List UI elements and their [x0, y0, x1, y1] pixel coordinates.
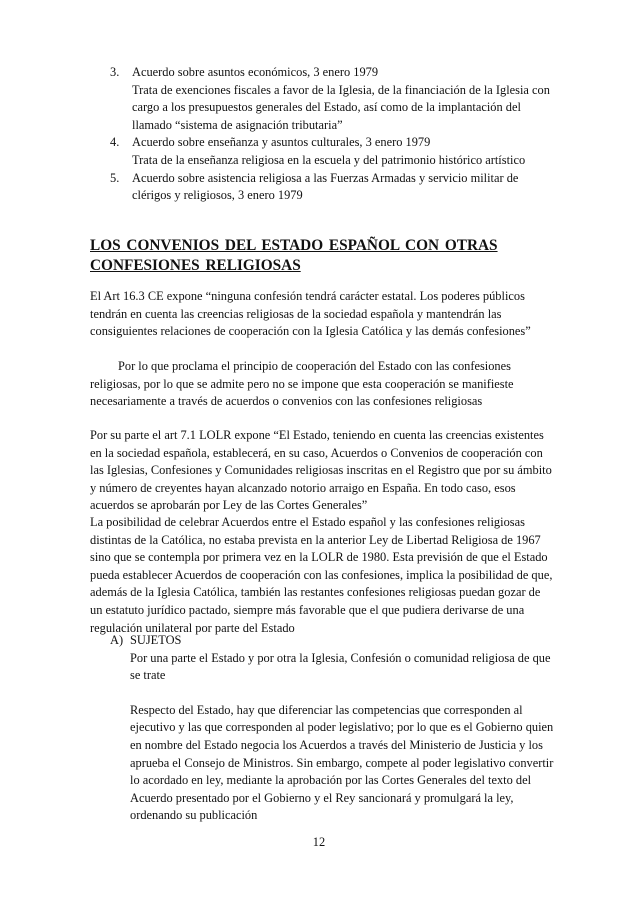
list-item-title: Acuerdo sobre enseñanza y asuntos culturales, 3 enero 1979 — [132, 135, 431, 150]
list-item-title: Acuerdo sobre asistencia religiosa a las Fuerzas Armadas y servicio militar de clérigos y religiosos, 3 enero 1979 — [132, 170, 519, 203]
section-body — [130, 632, 555, 825]
list-number: 3. — [110, 65, 120, 79]
paragraph: El Art 16.3 CE expone “ninguna confesión tendrá carácter estatal. Los poderes públicos tendrán en cuenta las creencias religiosas de la sociedad española y mantendrán las consiguientes relaciones de cooperación con la Iglesia Católica y las demás confesiones” — [90, 289, 531, 339]
section-paragraph: Por una parte el Estado y por otra la Iglesia, Confesión o comunidad religiosa de que se trate — [130, 650, 551, 683]
list-item-title: Acuerdo sobre asuntos económicos, 3 enero 1979 — [132, 65, 379, 79]
agreements-list — [90, 64, 560, 205]
section-label: A) — [110, 633, 124, 647]
list-item-detail: Trata de la enseñanza religiosa en la escuela y del patrimonio histórico artístico — [132, 152, 526, 167]
section-paragraph: Respecto del Estado, hay que diferenciar las competencias que corresponden al ejecutivo y las que corresponden al poder legislativo; por lo que es el Gobierno quien en nombre del Estado negocia los Acuerdos a través del Ministerio de Justicia y los aprueba el Consejo de Ministros. Sin embargo, compete al poder legislativo convertir lo acordado en ley, mediante la aprobación por las Cortes Generales del texto del Acuerdo presentado por el Gobierno y el Rey sancionará y promulgará la ley, ordenando su publicación — [130, 702, 554, 823]
list-item — [90, 134, 560, 169]
list-item — [90, 64, 560, 134]
list-number: 5. — [110, 170, 120, 185]
list-number: 4. — [110, 135, 120, 150]
page-number: 12 — [312, 835, 326, 849]
section-heading: LOS CONVENIOS DEL ESTADO ESPAÑOL CON OTRAS CONFESIONES RELIGIOSAS — [90, 237, 498, 274]
paragraph: Por su parte el art 7.1 LOLR expone “El Estado, teniendo en cuenta las creencias existentes en la sociedad española, establecerá, en su caso, Acuerdos o Convenios de cooperación con las Iglesias, Confesiones y Comunidades religiosas inscritas en el Registro que por su ámbito y número de creyentes hayan alcanzado notorio arraigo en España. En todo caso, esos acuerdos se aprobarán por Ley de las Cortes Generales” — [90, 428, 552, 513]
paragraph: La posibilidad de celebrar Acuerdos entre el Estado español y las confesiones religiosas distintas de la Católica, no estaba prevista en la anterior Ley de Libertad Religiosa de 1967 sino que se contempla por primera vez en la LOLR de 1980. Esta previsión de que el Estado pueda establecer Acuerdos de cooperación con las confesiones, implica la posibilidad de que, además de la Iglesia Católica, también las restantes confesiones religiosas puedan gozar de un estatuto jurídico pactado, siempre más favorable que el que pudiera derivarse de una regulación unilateral por parte del Estado — [90, 515, 553, 635]
list-item-detail: Trata de exenciones fiscales a favor de la Iglesia, de la financiación de la Iglesia con cargo a los presupuestos generales del Estado, así como de la implantación del llamado “sistema de asignación tributaria” — [132, 82, 550, 132]
section-a — [110, 632, 555, 825]
list-item — [90, 170, 560, 205]
paragraph: Por lo que proclama el principio de cooperación del Estado con las confesiones religiosas, por lo que se admite pero no se impone que esta cooperación se manifieste necesariamente a través de acuerdos o convenios con las confesiones religiosas — [90, 359, 514, 409]
section-title: SUJETOS — [130, 633, 182, 647]
